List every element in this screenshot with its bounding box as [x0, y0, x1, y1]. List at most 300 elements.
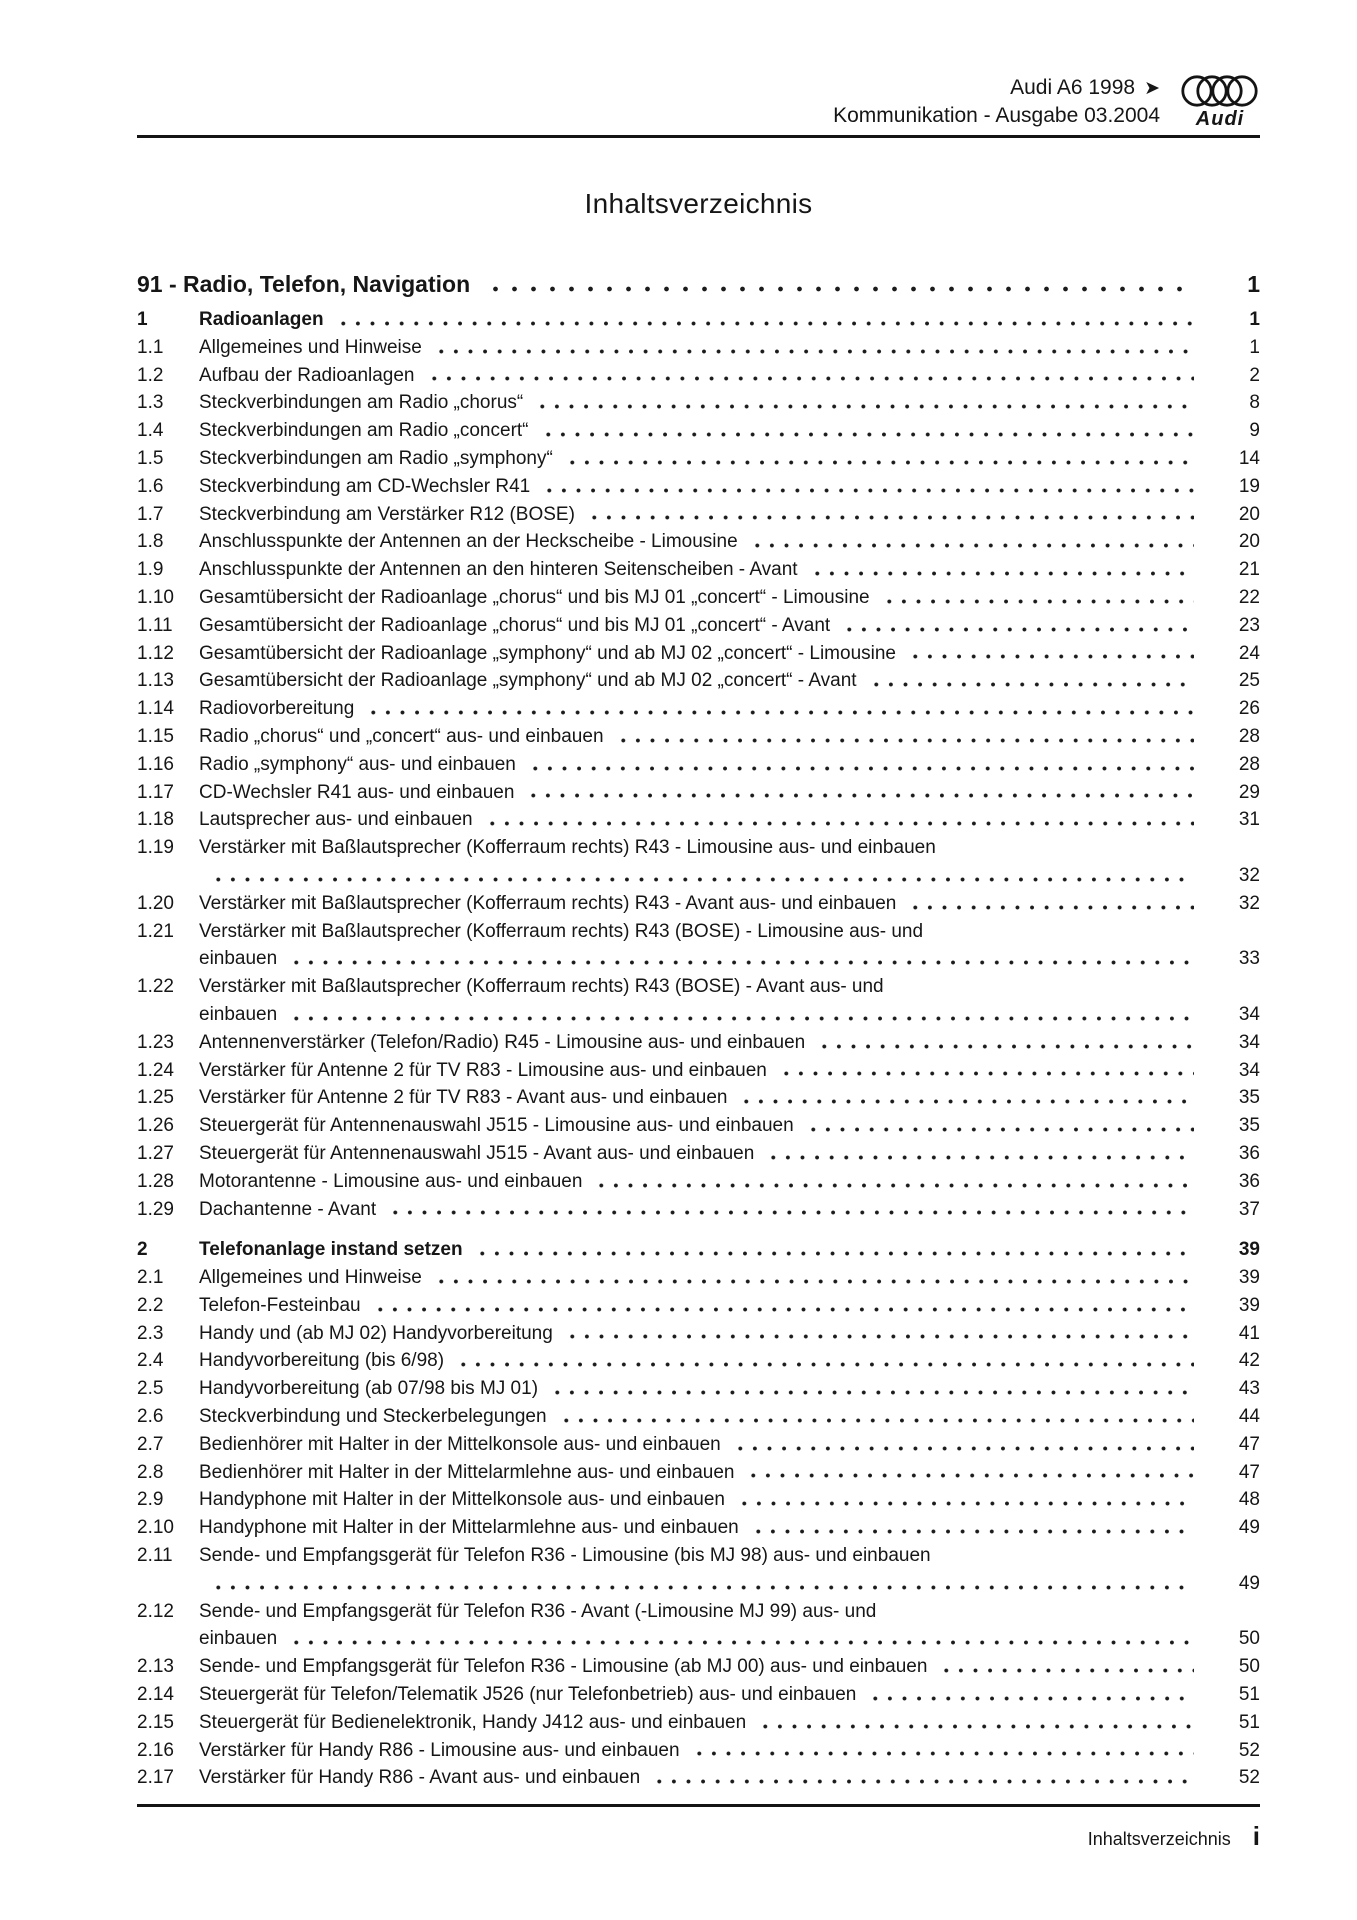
dot-leader — [652, 1777, 1194, 1786]
toc-entry — [137, 1653, 1260, 1681]
header-rule — [137, 135, 1260, 138]
entry-body — [199, 834, 1260, 890]
entry-title: Verstärker für Antenne 2 für TV R83 - Limousine aus- und einbauen — [199, 1059, 767, 1081]
entry-title: Steuergerät für Bedienelektronik, Handy J412 aus- und einbauen — [199, 1711, 747, 1733]
dot-leader — [594, 1181, 1194, 1190]
toc-entry — [137, 445, 1260, 473]
entry-page-number: 1 — [1249, 336, 1260, 358]
dot-leader — [559, 1416, 1194, 1425]
entry-body — [199, 1459, 1260, 1487]
entry-title: Radio „symphony“ aus- und einbauen — [199, 753, 516, 775]
entry-page-number: 50 — [1238, 1656, 1260, 1678]
audi-logo — [1180, 74, 1260, 129]
entry-body — [199, 779, 1260, 807]
entry-last-line — [199, 1403, 1260, 1431]
entry-page-number: 39 — [1238, 1267, 1260, 1289]
toc-entry — [137, 751, 1260, 779]
toc-entry — [137, 1459, 1260, 1487]
entry-body — [199, 723, 1260, 751]
entry-last-line — [199, 1764, 1260, 1792]
entry-number: 2.12 — [137, 1600, 174, 1622]
entry-body — [199, 1320, 1260, 1348]
entry-number: 2.13 — [137, 1656, 174, 1678]
entry-body — [199, 612, 1260, 640]
dot-leader — [869, 680, 1194, 689]
entry-title: Anschlusspunkte der Antennen an den hinteren Seitenscheiben - Avant — [199, 559, 798, 581]
entry-number: 2.17 — [137, 1767, 174, 1789]
document-page — [137, 0, 1260, 1792]
toc-entry — [137, 528, 1260, 556]
entry-title: Bedienhörer mit Halter in der Mittelkonsole aus- und einbauen — [199, 1433, 721, 1455]
entry-title: Verstärker mit Baßlautsprecher (Kofferraum rechts) R43 - Avant aus- und einbauen — [199, 892, 897, 914]
chapter-title: 91 - Radio, Telefon, Navigation — [137, 271, 471, 297]
audi-rings-icon — [1181, 74, 1259, 108]
dot-leader — [366, 708, 1194, 717]
toc-entry — [137, 1709, 1260, 1737]
dot-leader — [211, 875, 1194, 884]
entry-number: 1.3 — [137, 392, 164, 414]
entry-last-line — [199, 1459, 1260, 1487]
entry-body — [199, 389, 1260, 417]
entry-number: 2.5 — [137, 1378, 164, 1400]
entry-page-number: 42 — [1238, 1350, 1260, 1372]
toc-entry — [137, 723, 1260, 751]
entry-title: Steuergerät für Antennenauswahl J515 - Avant aus- und einbauen — [199, 1142, 755, 1164]
dot-leader — [434, 347, 1194, 356]
entry-number: 2.15 — [137, 1711, 174, 1733]
entry-last-line — [199, 1029, 1260, 1057]
entry-page-number: 39 — [1238, 1294, 1260, 1316]
entry-title: Verstärker für Handy R86 - Avant aus- und einbauen — [199, 1767, 641, 1789]
entry-title: Gesamtübersicht der Radioanlage „chorus“ und bis MJ 01 „concert“ - Limousine — [199, 586, 870, 608]
dot-leader — [751, 1527, 1194, 1536]
chapter-page-number: 1 — [1247, 271, 1260, 297]
entry-body — [199, 1112, 1260, 1140]
entry-number: 2.3 — [137, 1322, 164, 1344]
entry-title-line: Sende- und Empfangsgerät für Telefon R36 - Avant (-Limousine MJ 99) aus- und — [199, 1600, 877, 1622]
dot-leader — [817, 1042, 1194, 1051]
entry-last-line — [199, 945, 1260, 973]
toc-entry — [137, 1140, 1260, 1168]
entry-number: 1.26 — [137, 1115, 174, 1137]
entry-number: 1.17 — [137, 781, 174, 803]
dot-leader — [434, 1277, 1194, 1286]
entry-page-number: 47 — [1238, 1433, 1260, 1455]
dot-leader — [746, 1471, 1194, 1480]
dot-leader — [692, 1749, 1194, 1758]
dot-leader — [750, 541, 1194, 550]
entry-title: Steckverbindungen am Radio „symphony“ — [199, 447, 553, 469]
dot-leader — [779, 1069, 1194, 1078]
dot-leader — [565, 1332, 1194, 1341]
toc-entry — [137, 334, 1260, 362]
toc-entry — [137, 806, 1260, 834]
entry-page-number: 36 — [1238, 1170, 1260, 1192]
entry-body — [199, 806, 1260, 834]
toc-entry — [137, 834, 1260, 890]
dot-leader — [868, 1694, 1194, 1703]
toc-entry — [137, 1168, 1260, 1196]
dot-leader — [427, 374, 1194, 383]
entry-body — [199, 362, 1260, 390]
entry-number: 1.13 — [137, 670, 174, 692]
toc-entry — [137, 695, 1260, 723]
dot-leader — [542, 486, 1194, 495]
dot-leader — [842, 625, 1194, 634]
toc-entry — [137, 501, 1260, 529]
entry-last-line — [199, 1375, 1260, 1403]
toc-entry — [137, 1112, 1260, 1140]
entry-number: 1.10 — [137, 586, 174, 608]
entry-page-number: 26 — [1238, 698, 1260, 720]
entry-last-line — [199, 890, 1260, 918]
toc-entry — [137, 918, 1260, 974]
entry-page-number: 33 — [1238, 948, 1260, 970]
entry-title: Radio „chorus“ und „concert“ aus- und einbauen — [199, 725, 604, 747]
entry-body — [199, 640, 1260, 668]
entry-title: Allgemeines und Hinweise — [199, 1267, 422, 1289]
entry-title-line: Verstärker mit Baßlautsprecher (Kofferraum rechts) R43 - Limousine aus- und einbauen — [199, 837, 936, 859]
entry-body — [199, 1486, 1260, 1514]
entry-last-line — [199, 1486, 1260, 1514]
entry-number: 1.21 — [137, 920, 174, 942]
footer-page-number: i — [1252, 1821, 1260, 1851]
entry-last-line — [199, 1709, 1260, 1737]
entry-last-line — [199, 1264, 1260, 1292]
entry-last-line — [199, 417, 1260, 445]
entry-last-line — [199, 1236, 1260, 1264]
entry-number: 2.10 — [137, 1517, 174, 1539]
entry-page-number: 23 — [1238, 614, 1260, 636]
entry-number: 1.16 — [137, 753, 174, 775]
entry-number: 1.25 — [137, 1087, 174, 1109]
toc-entry — [137, 473, 1260, 501]
entry-title: Steckverbindungen am Radio „concert“ — [199, 420, 529, 442]
dot-leader — [616, 736, 1194, 745]
page-header — [137, 0, 1260, 129]
toc-entry — [137, 556, 1260, 584]
entry-last-line — [199, 501, 1260, 529]
entry-page-number: 29 — [1238, 781, 1260, 803]
entry-title: Radioanlagen — [199, 309, 324, 330]
entry-page-number: 50 — [1238, 1628, 1260, 1650]
dot-leader — [908, 903, 1194, 912]
entry-number: 2 — [137, 1239, 148, 1261]
entry-number: 2.9 — [137, 1489, 164, 1511]
toc-entry — [137, 389, 1260, 417]
entry-body — [199, 445, 1260, 473]
entry-last-line — [199, 306, 1260, 334]
dot-leader — [211, 1583, 1194, 1592]
toc-entry — [137, 1320, 1260, 1348]
entry-last-line — [199, 334, 1260, 362]
entry-title: einbauen — [199, 1628, 278, 1650]
entry-page-number: 28 — [1238, 753, 1260, 775]
entry-number: 1.27 — [137, 1142, 174, 1164]
entry-last-line — [199, 1168, 1260, 1196]
entry-last-line — [199, 1625, 1260, 1653]
dot-leader — [908, 652, 1194, 661]
entry-title: Verstärker für Antenne 2 für TV R83 - Avant aus- und einbauen — [199, 1087, 728, 1109]
entry-body — [199, 1292, 1260, 1320]
entry-title: Steckverbindung am CD-Wechsler R41 — [199, 475, 531, 497]
entry-page-number: 9 — [1249, 420, 1260, 442]
entry-page-number: 41 — [1238, 1322, 1260, 1344]
entry-body — [199, 1375, 1260, 1403]
entry-page-number: 35 — [1238, 1087, 1260, 1109]
entry-title: Handy und (ab MJ 02) Handyvorbereitung — [199, 1322, 553, 1344]
entry-last-line — [199, 695, 1260, 723]
entry-title: Telefon-Festeinbau — [199, 1294, 361, 1316]
entry-last-line — [199, 1347, 1260, 1375]
toc-entry — [137, 1681, 1260, 1709]
entry-last-line — [199, 1001, 1260, 1029]
entry-page-number: 25 — [1238, 670, 1260, 692]
entry-body — [199, 751, 1260, 779]
entry-body — [199, 973, 1260, 1029]
entry-title-line: Verstärker mit Baßlautsprecher (Kofferraum rechts) R43 (BOSE) - Limousine aus- und — [199, 920, 924, 942]
toc-entry — [137, 1029, 1260, 1057]
entry-page-number: 32 — [1238, 864, 1260, 886]
header-model: Audi A6 1998 — [1010, 76, 1136, 99]
entry-page-number: 1 — [1249, 309, 1260, 330]
entry-last-line — [199, 779, 1260, 807]
entry-number: 1.19 — [137, 837, 174, 859]
toc-entry — [137, 640, 1260, 668]
entry-body — [199, 473, 1260, 501]
entry-body — [199, 417, 1260, 445]
entry-last-line — [199, 1737, 1260, 1765]
dot-leader — [882, 597, 1194, 606]
entry-number: 1.1 — [137, 336, 164, 358]
entry-number: 2.4 — [137, 1350, 164, 1372]
entry-page-number: 34 — [1238, 1031, 1260, 1053]
entry-number: 2.1 — [137, 1267, 164, 1289]
dot-leader — [373, 1305, 1194, 1314]
entry-number: 2.6 — [137, 1406, 164, 1428]
dot-leader — [939, 1666, 1194, 1675]
entry-last-line — [199, 473, 1260, 501]
header-line-2: Kommunikation - Ausgabe 03.2004 — [833, 104, 1160, 127]
entry-page-number: 51 — [1238, 1684, 1260, 1706]
entry-page-number: 2 — [1249, 364, 1260, 386]
entry-title: Handyvorbereitung (ab 07/98 bis MJ 01) — [199, 1378, 539, 1400]
entry-number: 1.6 — [137, 475, 164, 497]
toc-entry — [137, 1542, 1260, 1598]
entry-number: 1.20 — [137, 892, 174, 914]
entry-page-number: 20 — [1238, 503, 1260, 525]
arrow-right-icon: ➤ — [1144, 78, 1160, 99]
entry-last-line — [199, 723, 1260, 751]
dot-leader — [526, 791, 1194, 800]
entry-title-line: Sende- und Empfangsgerät für Telefon R36 - Limousine (bis MJ 98) aus- und einbauen — [199, 1545, 931, 1567]
entry-last-line — [199, 1653, 1260, 1681]
dot-leader — [739, 1097, 1194, 1106]
entry-page-number: 34 — [1238, 1003, 1260, 1025]
entry-body — [199, 1057, 1260, 1085]
toc-entry — [137, 1264, 1260, 1292]
entry-title: Steckverbindung am Verstärker R12 (BOSE) — [199, 503, 575, 525]
entry-number: 1.22 — [137, 976, 174, 998]
toc-entry — [137, 1737, 1260, 1765]
entry-title: Bedienhörer mit Halter in der Mittelarmlehne aus- und einbauen — [199, 1461, 735, 1483]
entry-page-number: 37 — [1238, 1198, 1260, 1220]
entry-title: Dachantenne - Avant — [199, 1198, 377, 1220]
entry-number: 1.14 — [137, 698, 174, 720]
entry-page-number: 52 — [1238, 1767, 1260, 1789]
entry-page-number: 31 — [1238, 809, 1260, 831]
entry-number: 1.7 — [137, 503, 164, 525]
entry-page-number: 19 — [1238, 475, 1260, 497]
entry-last-line — [199, 584, 1260, 612]
toc-entry — [137, 973, 1260, 1029]
entry-page-number: 36 — [1238, 1142, 1260, 1164]
page-footer — [137, 1804, 1260, 1852]
toc-entry — [137, 1196, 1260, 1224]
entry-page-number: 28 — [1238, 725, 1260, 747]
dot-leader — [758, 1722, 1194, 1731]
entry-last-line — [199, 1514, 1260, 1542]
entry-number: 1.29 — [137, 1198, 174, 1220]
toc-entry — [137, 306, 1260, 334]
entry-title: Anschlusspunkte der Antennen an der Heckscheibe - Limousine — [199, 531, 738, 553]
entry-title: einbauen — [199, 1003, 278, 1025]
entry-body — [199, 1542, 1260, 1598]
entry-last-line — [199, 806, 1260, 834]
entry-last-line — [199, 1196, 1260, 1224]
dot-leader — [528, 764, 1194, 773]
entry-number: 1 — [137, 309, 148, 330]
entry-body — [199, 1514, 1260, 1542]
entry-body — [199, 1168, 1260, 1196]
dot-leader — [486, 284, 1192, 294]
entry-page-number: 20 — [1238, 531, 1260, 553]
entry-last-line — [199, 445, 1260, 473]
header-line-1 — [137, 74, 1160, 102]
toc-entry — [137, 1375, 1260, 1403]
entry-last-line — [199, 1431, 1260, 1459]
entry-body — [199, 1737, 1260, 1765]
dot-leader — [587, 513, 1194, 522]
entry-title: Gesamtübersicht der Radioanlage „symphony“ und ab MJ 02 „concert“ - Limousine — [199, 642, 896, 664]
entry-number: 2.11 — [137, 1545, 173, 1567]
entry-number: 1.8 — [137, 531, 164, 553]
entry-title: Handyphone mit Halter in der Mittelkonsole aus- und einbauen — [199, 1489, 725, 1511]
entry-title: CD-Wechsler R41 aus- und einbauen — [199, 781, 515, 803]
toc-entry — [137, 1403, 1260, 1431]
entry-last-line — [199, 362, 1260, 390]
dot-leader — [810, 569, 1194, 578]
entry-page-number: 49 — [1238, 1572, 1260, 1594]
entry-last-line — [199, 1057, 1260, 1085]
entry-body — [199, 1140, 1260, 1168]
toc-entry — [137, 1084, 1260, 1112]
dot-leader — [388, 1208, 1194, 1217]
dot-leader — [565, 458, 1194, 467]
toc-entry — [137, 779, 1260, 807]
entry-body — [199, 918, 1260, 974]
entry-body — [199, 1653, 1260, 1681]
entry-last-line — [199, 751, 1260, 779]
dot-leader — [806, 1125, 1194, 1134]
entry-number: 1.9 — [137, 559, 164, 581]
entry-last-line — [199, 528, 1260, 556]
toc-entry — [137, 1431, 1260, 1459]
entry-page-number: 24 — [1238, 642, 1260, 664]
dot-leader — [485, 819, 1194, 828]
dot-leader — [535, 402, 1194, 411]
entry-page-number: 47 — [1238, 1461, 1260, 1483]
entry-page-number: 52 — [1238, 1739, 1260, 1761]
page-title: Inhaltsverzeichnis — [584, 188, 813, 219]
dot-leader — [336, 319, 1194, 328]
entry-last-line — [199, 389, 1260, 417]
dot-leader — [289, 1638, 1194, 1647]
entry-body — [199, 890, 1260, 918]
toc-entry — [137, 1764, 1260, 1792]
dot-leader — [475, 1249, 1194, 1258]
dot-leader — [289, 958, 1194, 967]
entry-title: Motorantenne - Limousine aus- und einbauen — [199, 1170, 583, 1192]
entry-body — [199, 1709, 1260, 1737]
toc-entry — [137, 584, 1260, 612]
entry-last-line — [199, 1292, 1260, 1320]
entry-title: Verstärker für Handy R86 - Limousine aus- und einbauen — [199, 1739, 680, 1761]
dot-leader — [737, 1499, 1194, 1508]
entry-title: Handyphone mit Halter in der Mittelarmlehne aus- und einbauen — [199, 1517, 739, 1539]
entry-page-number: 21 — [1238, 559, 1260, 581]
dot-leader — [733, 1444, 1194, 1453]
entry-page-number: 39 — [1238, 1239, 1260, 1261]
entry-title: Aufbau der Radioanlagen — [199, 364, 415, 386]
entry-last-line — [199, 556, 1260, 584]
entry-last-line — [199, 1570, 1260, 1598]
entry-page-number: 22 — [1238, 586, 1260, 608]
toc-entry — [137, 1347, 1260, 1375]
dot-leader — [766, 1153, 1194, 1162]
entry-last-line — [199, 1140, 1260, 1168]
entry-body — [199, 1598, 1260, 1654]
toc-entry — [137, 667, 1260, 695]
entry-number: 1.28 — [137, 1170, 174, 1192]
entry-body — [199, 1264, 1260, 1292]
entry-number: 1.12 — [137, 642, 174, 664]
entry-body — [199, 306, 1260, 334]
entry-last-line — [199, 667, 1260, 695]
toc-entry — [137, 1236, 1260, 1264]
entry-number: 2.8 — [137, 1461, 164, 1483]
toc-entry — [137, 890, 1260, 918]
entry-page-number: 44 — [1238, 1406, 1260, 1428]
entry-body — [199, 1196, 1260, 1224]
entry-number: 2.2 — [137, 1294, 164, 1316]
entry-number: 1.11 — [137, 614, 173, 636]
entry-page-number: 14 — [1238, 447, 1260, 469]
entry-last-line — [199, 862, 1260, 890]
entry-title: Gesamtübersicht der Radioanlage „symphony“ und ab MJ 02 „concert“ - Avant — [199, 670, 857, 692]
entry-number: 1.4 — [137, 420, 164, 442]
entry-body — [199, 1084, 1260, 1112]
entry-page-number: 51 — [1238, 1711, 1260, 1733]
entry-body — [199, 1403, 1260, 1431]
entry-page-number: 32 — [1238, 892, 1260, 914]
entry-body — [199, 695, 1260, 723]
entry-body — [199, 334, 1260, 362]
entry-last-line — [199, 612, 1260, 640]
entry-page-number: 8 — [1249, 392, 1260, 414]
toc-entry — [137, 1598, 1260, 1654]
entry-number: 1.18 — [137, 809, 174, 831]
